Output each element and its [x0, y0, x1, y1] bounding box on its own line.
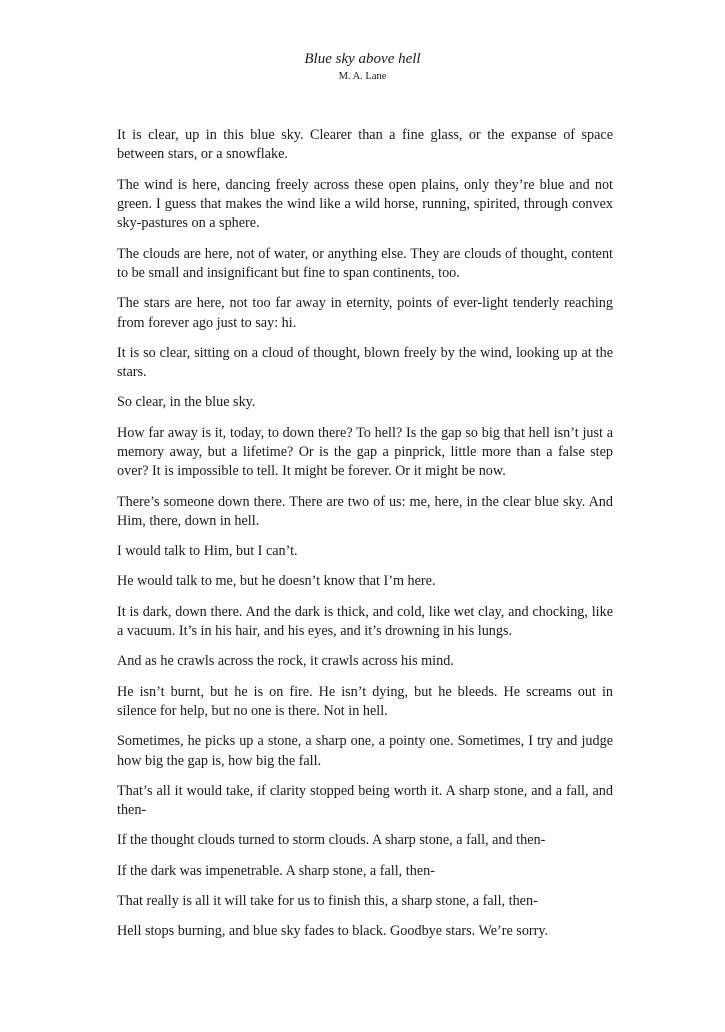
paragraph: The stars are here, not too far away in eternity, points of ever-light tenderly reaching from forever ago just to say: hi.: [117, 295, 613, 331]
paragraph: How far away is it, today, to down there? To hell? Is the gap so big that hell isn’t just a memory away, but a lifetime? Or is the gap a pinprick, little more than a false step over? It is impossible to tell. It might be forever. Or it might be now.: [117, 424, 613, 480]
paragraph: Hell stops burning, and blue sky fades to black. Goodbye stars. We’re sorry.: [117, 922, 549, 939]
document-body: [117, 126, 613, 952]
paragraph: If the dark was impenetrable. A sharp stone, a fall, then-: [117, 862, 435, 879]
paragraph: It is clear, up in this blue sky. Clearer than a fine glass, or the expanse of space between stars, or a snowflake.: [117, 127, 613, 163]
paragraph: The clouds are here, not of water, or anything else. They are clouds of thought, content to be small and insignificant but fine to span continents, too.: [117, 245, 613, 282]
paragraph: He isn’t burnt, but he is on fire. He isn’t dying, but he bleeds. He screams out in silence for help, but no one is there. Not in hell.: [117, 683, 613, 719]
document-header: [0, 49, 725, 84]
paragraph: He would talk to me, but he doesn’t know that I’m here.: [117, 573, 436, 590]
paragraph: And as he crawls across the rock, it crawls across his mind.: [117, 653, 454, 670]
paragraph: That’s all it would take, if clarity stopped being worth it. A sharp stone, and a fall, and then-: [117, 782, 613, 819]
document-author: M. A. Lane: [338, 71, 387, 82]
paragraph: It is dark, down there. And the dark is thick, and cold, like wet clay, and chocking, like a vacuum. It’s in his hair, and his eyes, and it’s drowning in his lungs.: [117, 603, 613, 640]
document-title: Blue sky above hell: [304, 51, 421, 67]
paragraph: It is so clear, sitting on a cloud of thought, blown freely by the wind, looking up at the stars.: [117, 344, 613, 381]
paragraph: Sometimes, he picks up a stone, a sharp one, a pointy one. Sometimes, I try and judge how big the gap is, how big the fall.: [117, 733, 613, 769]
paragraph: I would talk to Him, but I can’t.: [117, 543, 298, 560]
paragraph: The wind is here, dancing freely across these open plains, only they’re blue and not green. I guess that makes the wind like a wild horse, running, spirited, through convex sky-pastures on a sphere.: [117, 176, 613, 232]
paragraph: That really is all it will take for us to finish this, a sharp stone, a fall, then-: [117, 892, 538, 909]
paragraph: There’s someone down there. There are two of us: me, here, in the clear blue sky. And Him, there, down in hell.: [117, 493, 613, 530]
paragraph: If the thought clouds turned to storm clouds. A sharp stone, a fall, and then-: [117, 832, 546, 849]
paragraph: So clear, in the blue sky.: [117, 394, 256, 411]
